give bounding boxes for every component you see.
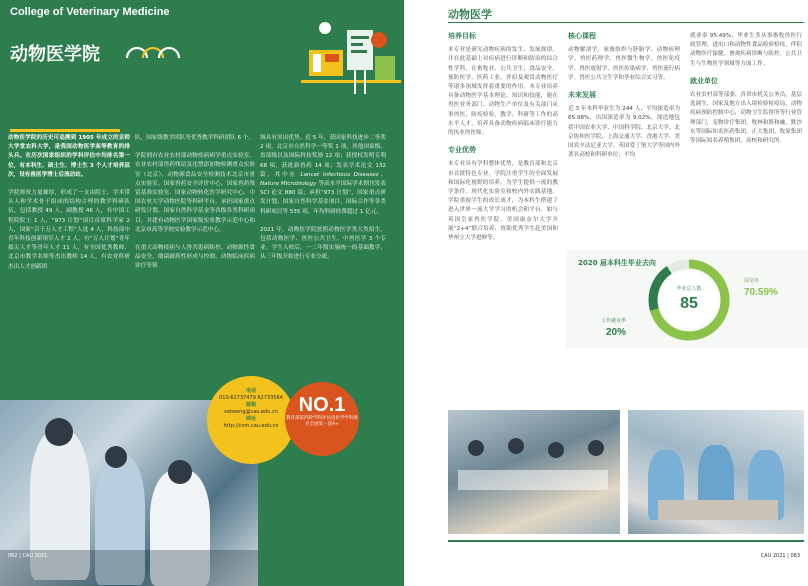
- email-address[interactable]: vetweng@cau.edu.cn: [223, 409, 278, 415]
- intro-paragraph: 动物医学院的历史可追溯到 1905 年成立的京师大学堂农科大学，是我国动物医学高等教育的排头兵。在历次国家组织的学科评估中均排名第一位，有本科生、硕士生、博士生 3 个人才培养层次，设有兽医学博士后流动站。: [8, 135, 130, 178]
- right-column-1: [448, 32, 558, 251]
- teams-paragraph: 队、国家级教学团队等优秀教学科研团队 6 个。: [135, 135, 254, 141]
- college-english-title: College of Veterinary Medicine: [10, 6, 170, 18]
- chart-value-label-1: 20%: [605, 327, 626, 338]
- employer-text: 农业农村部等部委、各省市机关公务员，基层选调生，国家及地方出入境检验检疫局，动物疫病预防控制中心，动物卫生监督所等行业管理部门，宠物诊疗集团，牧林和股和融，默沙东等国际知名医药集团，正大集团、牧原集团等国际知名养殖集团，高校和研究所。: [690, 92, 802, 145]
- core-courses-text: 动物解剖学、家畜组织与胚胎学、动物病理学、兽医药理学、兽医微生物学、兽医免疫学、兽医放射学、兽医传染病学、兽医流行病学、兽医公共卫生学和毕业综合实习等。: [568, 47, 680, 81]
- chart-legend-label-1: 工作就业率: [600, 318, 626, 324]
- enrollment-paragraph: 2021 年，动物医学院按照动物医学类大类招生，包括动物医学、兽医公共卫生、中兽医学 3 个专业。学生入校后，一二年级实施统一的基础教学，从三年级开始进行专业分流。: [260, 226, 386, 261]
- intro-column-1: [8, 134, 130, 281]
- achievements-paragraph: 域具有突出优势。近 5 年，获国家科技进步二等奖 2 项，北京市自然科学一等奖 1 项，其他国家级、省部级以及国际科技奖励 12 项；获授权发明专利 68 项，获批新兽药 14 项；发表学术论文 132 篇，其中在: [260, 135, 386, 178]
- intro-column-2: [135, 134, 255, 281]
- chart-title: 2020 届本科生毕业去向: [578, 259, 656, 267]
- right-column-2: [568, 32, 680, 168]
- bottom-rule: [448, 540, 804, 542]
- goal-text: 本专业是研究动物疾病的发生、发展规律，并在此基础上对疾病进行诊断和防治的综合性学科，在畜牧业、公共卫生、食品安全、预防医学、医药工业、伴侣及观赏动物医疗等诸多领域发挥着重要的作用。本专业培养具备动物医学基本理论、知识和技能，能在兽医业务部门、动物生产单位及有关部门从事兽医、防疫检验、教学、科研等工作的高水平人才，培养具备动物疾病临床诊疗能力的执业兽医师。: [448, 47, 558, 137]
- ranking-number: NO.1: [298, 394, 346, 416]
- website-label: 网址: [245, 416, 256, 422]
- phone-label: 电话: [245, 388, 256, 394]
- contact-info-circle: [207, 376, 295, 464]
- chart-center-label: 毕业总人数: [676, 286, 702, 292]
- classroom-photo: [448, 410, 620, 534]
- lab-illustration-icon: [295, 10, 403, 102]
- chart-center-value: 85: [680, 295, 698, 312]
- email-label: 邮箱: [245, 402, 256, 408]
- chart-legend-label-0: 深造率: [744, 278, 760, 284]
- achievements-paragraph-cont: 等高水平国际学术期刊发表 SCI 论文 880 篇；承担“973 计划”、国家重点研发计划、国家自然科学基金项目、国际合作等各类科研项目等 535 项，年均科研经费超过 1 亿元。: [260, 181, 386, 215]
- advantage-text: 本专业具有学科整体优势，是教育部和北京市首批特色专业。学院注重学生的全面发展和国际化视野的培养，为学生提供一流的教学条件。现代化实验室和校内外实践基地。学院重视学生的成长成才，为本科生搭建了进入世界一流大学学习的机会和平台，如与英国皇家兽医学院、美国康奈尔大学开展“2+4”联合培养、资助优秀学生赴美国和华州立大学进修等。: [448, 161, 558, 242]
- advantages-paragraph: 在重大动物疫病与人兽共患病防控、动物源性食品安全、细菌耐药性形成与控制、动物临床疾病诊疗等领: [135, 245, 255, 270]
- phone-number: 010-62737479 62733564: [219, 395, 283, 401]
- ranking-caption: 教育部第四轮学科评估兽医学学科排名全国第一获A+: [286, 416, 358, 427]
- intro-column-3: [260, 134, 386, 272]
- website-url[interactable]: http://cvm.cau.edu.cn: [223, 423, 279, 429]
- right-column-3: [690, 32, 802, 154]
- ranking-badge: [285, 382, 359, 456]
- core-courses-heading: 核心课程: [568, 32, 596, 40]
- faculty-paragraph: 学院师资力量雄厚，形成了一支由院士、学术带头人和学术骨干组成的结构合理的教学科研队伍，包括教授 49 人，副教授 46 人，有中国工程院院士 1 人，“973 计划”项目首席科学家 2 人，国家“百千万人才工程”人选 4 人，科技部中青年科技创新领军人才 2 人，有“万人计划”青年拔尖人才等青年人才 11 人，有全国优秀教师、北京市教学名师等杰出教师 14 人，有农业科研杰出人才创新团: [8, 190, 130, 270]
- college-chinese-title: 动物医学院: [10, 44, 100, 65]
- title-rule: [448, 22, 804, 23]
- platforms-paragraph: 学院拥有农业农村部动物疫病病学重点实验室、农业农村部兽药残留及违禁添加物检测重点实验室（北京）、动物源食品安全检测技术北京市重点实验室、国家兽药安全评价中心、国家兽药残留基准实验室、国家动物转化医学研究中心、中国农业大学动物医院等科研平台，承担国家重点研发计划、国家自然科学基金等各级各类科研项目，并建有动物医学国家级实验教学示范中心和北京市高等学校实验教学示范中心。: [135, 153, 255, 233]
- future-heading: 未来发展: [568, 91, 596, 100]
- surgery-photo: [628, 410, 804, 534]
- goal-heading: 培养目标: [448, 32, 476, 40]
- future-text: 近 3 年本科毕业生为 244 人，平均深造率为 65.98%，出国深造率为 9.02%。深造地包括中国农业大学、中国科学院、北京大学、北京协和医学院、上海交通大学、香港大学、美国宾夕法尼亚大学、英国爱丁堡大学等国内外著名高校和科研单位；平均: [568, 106, 680, 159]
- chart-value-label-0: 70.59%: [744, 287, 778, 298]
- advantage-heading: 专业优势: [448, 146, 476, 155]
- employer-heading: 就业单位: [690, 76, 718, 85]
- accent-divider: [10, 129, 120, 132]
- journal-names: Lancet Infectious Diseases、Nature Microbiology: [260, 171, 386, 188]
- left-page-footer: 062 | CAU 2021: [8, 553, 48, 559]
- employment-text: 就业率 95.49%，毕业生多从事畜牧兽医行政管理、进出口和动物性食品检验检疫、伴侣动物医疗保健、畜禽疾病诊断与防控、公共卫生与生物医学领域等方面工作。: [690, 33, 802, 67]
- major-title: 动物医学: [448, 8, 492, 21]
- right-page-footer: CAU 2021 | 063: [760, 553, 800, 559]
- decorative-arcs-icon: [125, 44, 185, 60]
